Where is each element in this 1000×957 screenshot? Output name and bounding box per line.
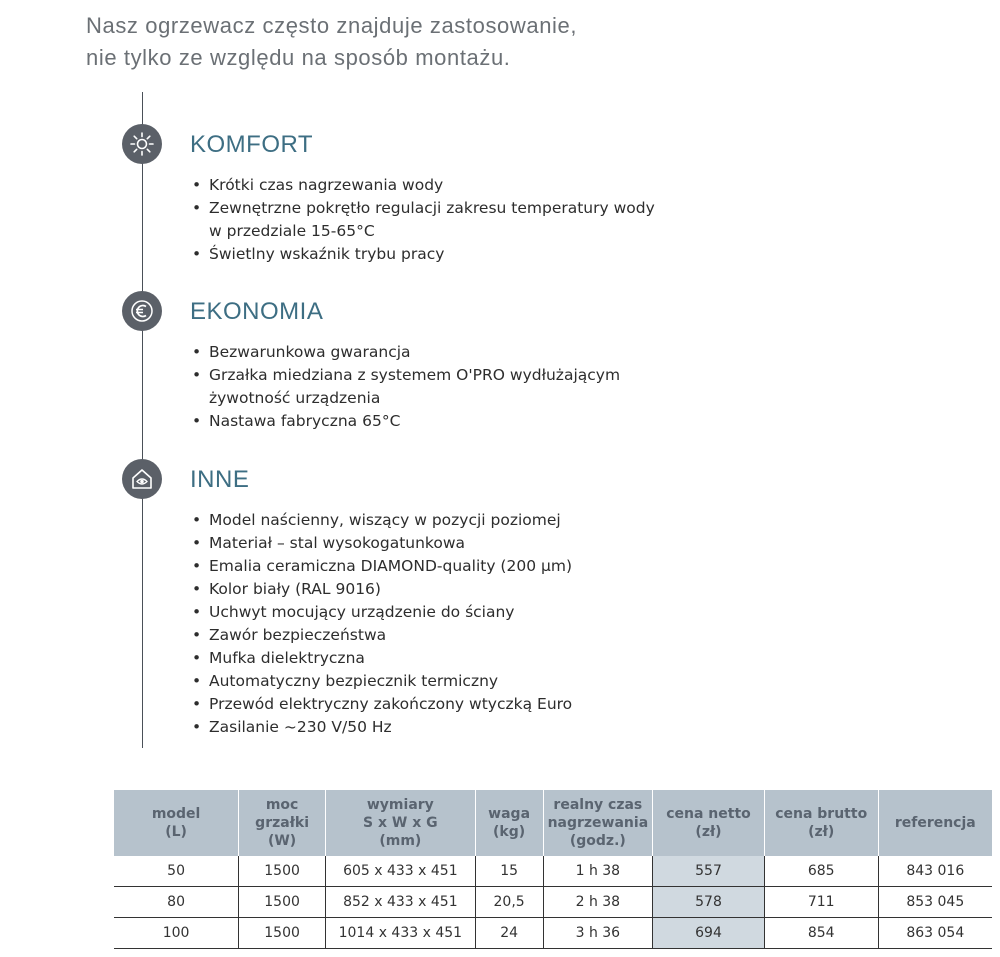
- cell-reference: 863 054: [878, 918, 992, 949]
- header-dimensions: wymiary S x W x G (mm): [326, 790, 476, 856]
- cell-heating-time: 2 h 38: [543, 887, 653, 918]
- header-model: model (L): [114, 790, 239, 856]
- list-item: • Krótki czas nagrzewania wody: [192, 174, 655, 197]
- intro-line-1: Nasz ogrzewacz często znajduje zastosowanie,: [86, 13, 578, 38]
- table-header-row: [114, 790, 992, 856]
- list-item: • Świetlny wskaźnik trybu pracy: [192, 243, 655, 266]
- spec-table: [114, 790, 992, 949]
- cell-power: 1500: [239, 887, 326, 918]
- cell-net-price: 557: [653, 856, 765, 887]
- list-item: • Zewnętrzne pokrętło regulacji zakresu temperatury wody w przedziale 15-65°C: [192, 197, 655, 243]
- cell-gross-price: 711: [764, 887, 878, 918]
- cell-model: 50: [114, 856, 239, 887]
- list-item: • Kolor biały (RAL 9016): [192, 578, 572, 601]
- list-item: • Grzałka miedziana z systemem O'PRO wydłużającym żywotność urządzenia: [192, 364, 620, 410]
- header-heating-time: realny czas nagrzewania (godz.): [543, 790, 653, 856]
- list-item: • Materiał – stal wysokogatunkowa: [192, 532, 572, 555]
- list-item: • Nastawa fabryczna 65°C: [192, 410, 620, 433]
- cell-weight: 20,5: [475, 887, 543, 918]
- list-item: • Zasilanie ~230 V/50 Hz: [192, 716, 572, 739]
- cell-power: 1500: [239, 856, 326, 887]
- list-item: • Emalia ceramiczna DIAMOND-quality (200 µm): [192, 555, 572, 578]
- cell-weight: 24: [475, 918, 543, 949]
- header-net-price: cena netto (zł): [653, 790, 765, 856]
- intro-text: [86, 10, 577, 74]
- cell-heating-time: 1 h 38: [543, 856, 653, 887]
- cell-net-price: 694: [653, 918, 765, 949]
- sun-icon: [122, 124, 162, 164]
- komfort-list: [192, 174, 655, 266]
- cell-heating-time: 3 h 36: [543, 918, 653, 949]
- inne-list: [192, 509, 572, 739]
- table-row: [114, 856, 992, 887]
- cell-model: 100: [114, 918, 239, 949]
- cell-weight: 15: [475, 856, 543, 887]
- cell-gross-price: 854: [764, 918, 878, 949]
- section-title-komfort: KOMFORT: [190, 131, 314, 158]
- list-item: • Mufka dielektryczna: [192, 647, 572, 670]
- cell-model: 80: [114, 887, 239, 918]
- list-item: • Model naścienny, wiszący w pozycji poziomej: [192, 509, 572, 532]
- list-item: • Uchwyt mocujący urządzenie do ściany: [192, 601, 572, 624]
- list-item: • Automatyczny bezpiecznik termiczny: [192, 670, 572, 693]
- header-weight: waga (kg): [475, 790, 543, 856]
- cell-dimensions: 1014 x 433 x 451: [326, 918, 476, 949]
- cell-gross-price: 685: [764, 856, 878, 887]
- section-title-inne: INNE: [190, 466, 250, 493]
- header-power: moc grzałki (W): [239, 790, 326, 856]
- header-reference: referencja: [878, 790, 992, 856]
- table-row: [114, 918, 992, 949]
- house-eye-icon: [122, 459, 162, 499]
- cell-dimensions: 605 x 433 x 451: [326, 856, 476, 887]
- section-ekonomia: [120, 291, 740, 441]
- cell-net-price: 578: [653, 887, 765, 918]
- euro-icon: [122, 291, 162, 331]
- ekonomia-list: [192, 341, 620, 433]
- section-komfort: [120, 124, 740, 274]
- list-item: • Bezwarunkowa gwarancja: [192, 341, 620, 364]
- cell-reference: 843 016: [878, 856, 992, 887]
- cell-reference: 853 045: [878, 887, 992, 918]
- section-title-ekonomia: EKONOMIA: [190, 298, 324, 325]
- table-row: [114, 887, 992, 918]
- header-gross-price: cena brutto (zł): [764, 790, 878, 856]
- section-inne: [120, 459, 740, 749]
- cell-power: 1500: [239, 918, 326, 949]
- list-item: • Zawór bezpieczeństwa: [192, 624, 572, 647]
- intro-line-2: nie tylko ze względu na sposób montażu.: [86, 45, 511, 70]
- list-item: • Przewód elektryczny zakończony wtyczką Euro: [192, 693, 572, 716]
- cell-dimensions: 852 x 433 x 451: [326, 887, 476, 918]
